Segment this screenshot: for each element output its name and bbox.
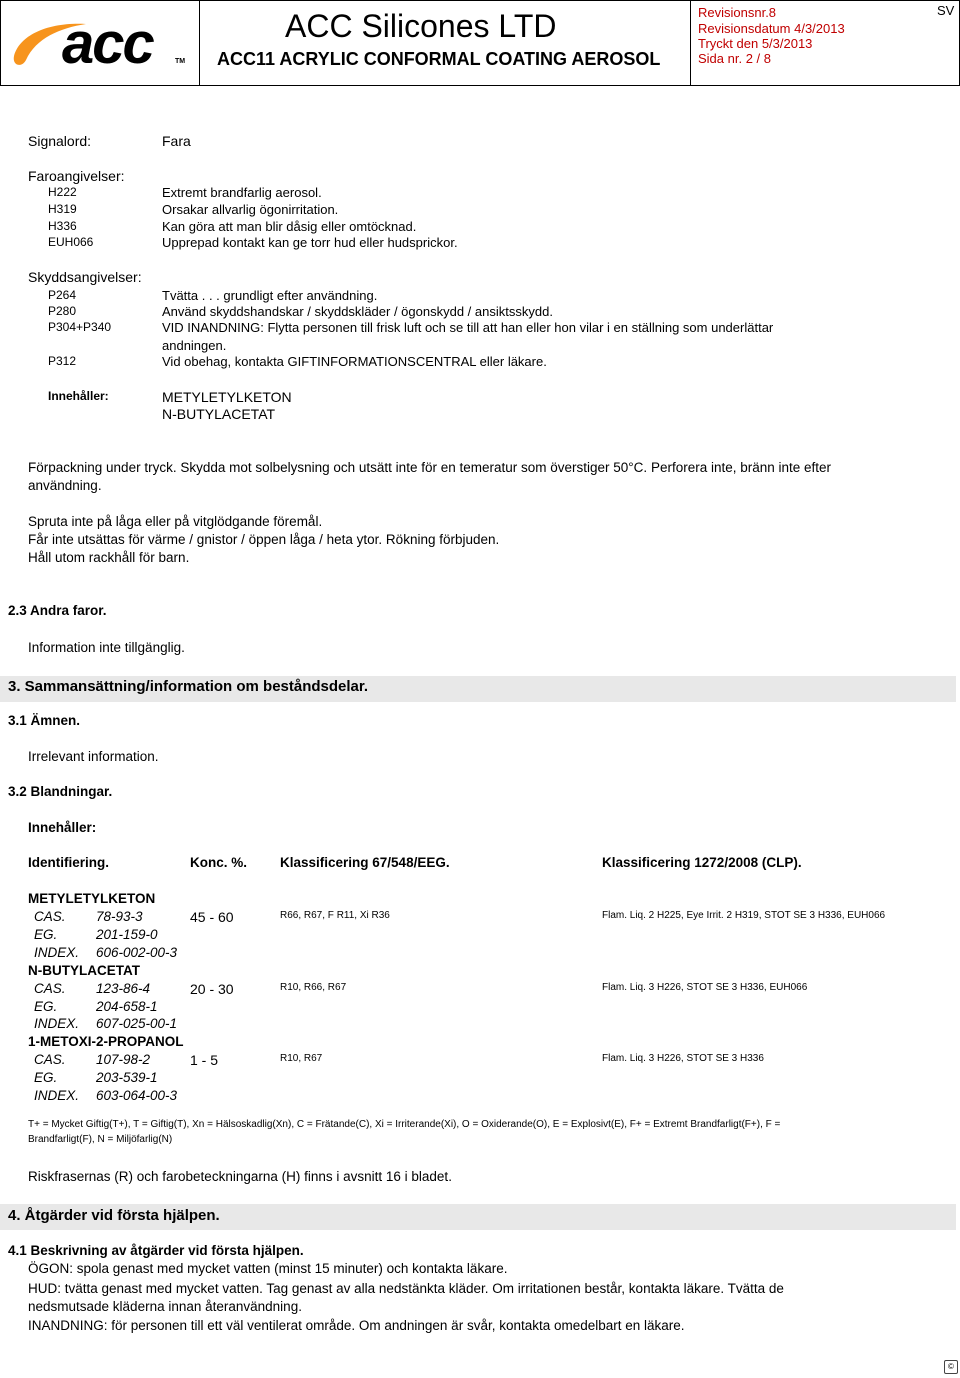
class-67-548: R10, R67 <box>280 1053 323 1064</box>
revision-date: Revisionsdatum 4/3/2013 <box>698 21 845 36</box>
section-3-1-title: 3.1 Ämnen. <box>8 713 81 728</box>
index-number: 606-002-00-3 <box>96 945 178 960</box>
print-date: Tryckt den 5/3/2013 <box>698 36 813 51</box>
precaution-text: Tvätta . . . grundligt efter användning. <box>162 288 378 303</box>
substance-name: 1-METOXI-2-PROPANOL <box>28 1034 184 1049</box>
hazard-text: Extremt brandfarlig aerosol. <box>162 185 322 200</box>
first-aid-inhalation: INANDNING: för personen till ett väl ventilerat område. Om andningen är svår, kontakta omedelbart en läkare. <box>28 1318 685 1333</box>
precaution-label: Skyddsangivelser: <box>28 269 142 285</box>
column-header-conc: Konc. %. <box>190 855 248 870</box>
precaution-code: P264 <box>48 288 77 302</box>
concentration: 45 - 60 <box>190 909 234 925</box>
note-paragraph: Håll utom rackhåll för barn. <box>28 550 190 565</box>
class-1272-2008: Flam. Liq. 2 H225, Eye Irrit. 2 H319, STOT SE 3 H336, EUH066 <box>602 910 886 921</box>
language-code: SV <box>937 3 955 18</box>
signal-label: Signalord: <box>28 133 92 149</box>
column-header-id: Identifiering. <box>28 855 109 870</box>
precaution-text-cont: andningen. <box>162 338 227 353</box>
note-paragraph: Får inte utsättas för värme / gnistor / öppen låga / heta ytor. Rökning förbjuden. <box>28 532 500 547</box>
precaution-text: Använd skyddshandskar / skyddskläder / ögonskydd / ansiktsskydd. <box>162 304 553 319</box>
index-number: 607-025-00-1 <box>96 1016 178 1031</box>
class-1272-2008: Flam. Liq. 3 H226, STOT SE 3 H336 <box>602 1053 764 1064</box>
hazard-text: Orsakar allvarlig ögonirritation. <box>162 202 339 217</box>
column-header-class67: Klassificering 67/548/EEG. <box>280 855 450 870</box>
section-3-2-title: 3.2 Blandningar. <box>8 784 113 799</box>
cas-label: CAS. <box>34 1052 66 1067</box>
precaution-code: P304+P340 <box>48 320 112 334</box>
section-4-title: 4. Åtgärder vid första hjälpen. <box>8 1207 220 1224</box>
risk-phrases-note: Riskfrasernas (R) och farobeteckningarna (H) finns i avsnitt 16 i bladet. <box>28 1169 452 1184</box>
hazard-code: H336 <box>48 219 77 233</box>
symbol-legend-cont: Brandfarligt(F), N = Miljöfarlig(N) <box>28 1134 173 1145</box>
class-1272-2008: Flam. Liq. 3 H226, STOT SE 3 H336, EUH066 <box>602 982 808 993</box>
eg-label: EG. <box>34 999 58 1014</box>
class-67-548: R10, R66, R67 <box>280 982 347 993</box>
index-label: INDEX. <box>34 945 80 960</box>
company-name: ACC Silicones LTD <box>285 8 557 44</box>
substance-name: N-BUTYLACETAT <box>28 963 140 978</box>
precaution-code: P312 <box>48 354 77 368</box>
cas-number: 107-98-2 <box>96 1052 151 1067</box>
contains-item: METYLETYLKETON <box>162 389 292 405</box>
hazard-text: Upprepad kontakt kan ge torr hud eller hudsprickor. <box>162 235 458 250</box>
eg-label: EG. <box>34 927 58 942</box>
concentration: 20 - 30 <box>190 981 234 997</box>
first-aid-skin: HUD: tvätta genast med mycket vatten. Tag genast av alla nedstänkta kläder. Om irritationen består, kontakta läkare. Tvätta de <box>28 1281 784 1296</box>
cas-label: CAS. <box>34 909 66 924</box>
hazard-code: H222 <box>48 185 77 199</box>
section-2-3-text: Information inte tillgänglig. <box>28 640 185 655</box>
section-2-3-title: 2.3 Andra faror. <box>8 603 107 618</box>
section-3-1-text: Irrelevant information. <box>28 749 159 764</box>
index-label: INDEX. <box>34 1088 80 1103</box>
eg-label: EG. <box>34 1070 58 1085</box>
note-paragraph: Spruta inte på låga eller på vitglödgande föremål. <box>28 514 323 529</box>
mixture-contains-label: Innehåller: <box>28 820 97 835</box>
logo-trademark: TM <box>175 58 186 65</box>
class-67-548: R66, R67, F R11, Xi R36 <box>280 910 390 921</box>
cas-number: 78-93-3 <box>96 909 143 924</box>
column-header-class1272: Klassificering 1272/2008 (CLP). <box>602 855 802 870</box>
corner-badge-icon: © <box>944 1360 958 1374</box>
eg-number: 203-539-1 <box>96 1070 158 1085</box>
hazard-code: H319 <box>48 202 77 216</box>
section-4-1-title: 4.1 Beskrivning av åtgärder vid första hjälpen. <box>8 1243 304 1258</box>
concentration: 1 - 5 <box>190 1052 219 1068</box>
hazard-text: Kan göra att man blir dåsig eller omtöcknad. <box>162 219 417 234</box>
precaution-text: VID INANDNING: Flytta personen till frisk luft och se till att han eller hon vilar i en ställning som underlättar <box>162 320 774 335</box>
precaution-code: P280 <box>48 304 77 318</box>
substance-name: METYLETYLKETON <box>28 891 156 906</box>
note-paragraph: Förpackning under tryck. Skydda mot solbelysning och utsätt inte för en temeratur som överstiger 50°C. Perforera inte, bränn inte efter <box>28 460 832 475</box>
eg-number: 201-159-0 <box>96 927 158 942</box>
index-label: INDEX. <box>34 1016 80 1031</box>
signal-value: Fara <box>162 133 191 149</box>
first-aid-eyes: ÖGON: spola genast med mycket vatten (minst 15 minuter) och kontakta läkare. <box>28 1261 508 1276</box>
hazard-code: EUH066 <box>48 235 94 249</box>
page-number: Sida nr. 2 / 8 <box>698 51 771 66</box>
contains-item: N-BUTYLACETAT <box>162 406 276 422</box>
index-number: 603-064-00-3 <box>96 1088 178 1103</box>
product-name: ACC11 ACRYLIC CONFORMAL COATING AEROSOL <box>217 49 661 69</box>
cas-label: CAS. <box>34 981 66 996</box>
symbol-legend: T+ = Mycket Giftig(T+), T = Giftig(T), Xn = Hälsoskadlig(Xn), C = Frätande(C), Xi = Irriterande(Xi), O = Oxiderande(O), E = Explosivt(E), F+ = Extremt Brandfarligt(F+), F = <box>28 1119 781 1130</box>
hazard-label: Faroangivelser: <box>28 168 125 184</box>
logo-text: acc <box>62 11 153 76</box>
section-3-title: 3. Sammansättning/information om beståndsdelar. <box>8 678 369 695</box>
eg-number: 204-658-1 <box>96 999 158 1014</box>
first-aid-skin-cont: nedsmutsade kläderna innan återanvändning. <box>28 1299 302 1314</box>
note-paragraph-cont: användning. <box>28 478 102 493</box>
cas-number: 123-86-4 <box>96 981 151 996</box>
precaution-text: Vid obehag, kontakta GIFTINFORMATIONSCENTRAL eller läkare. <box>162 354 547 369</box>
revision-number: Revisionsnr.8 <box>698 5 777 20</box>
contains-label: Innehåller: <box>48 389 109 403</box>
